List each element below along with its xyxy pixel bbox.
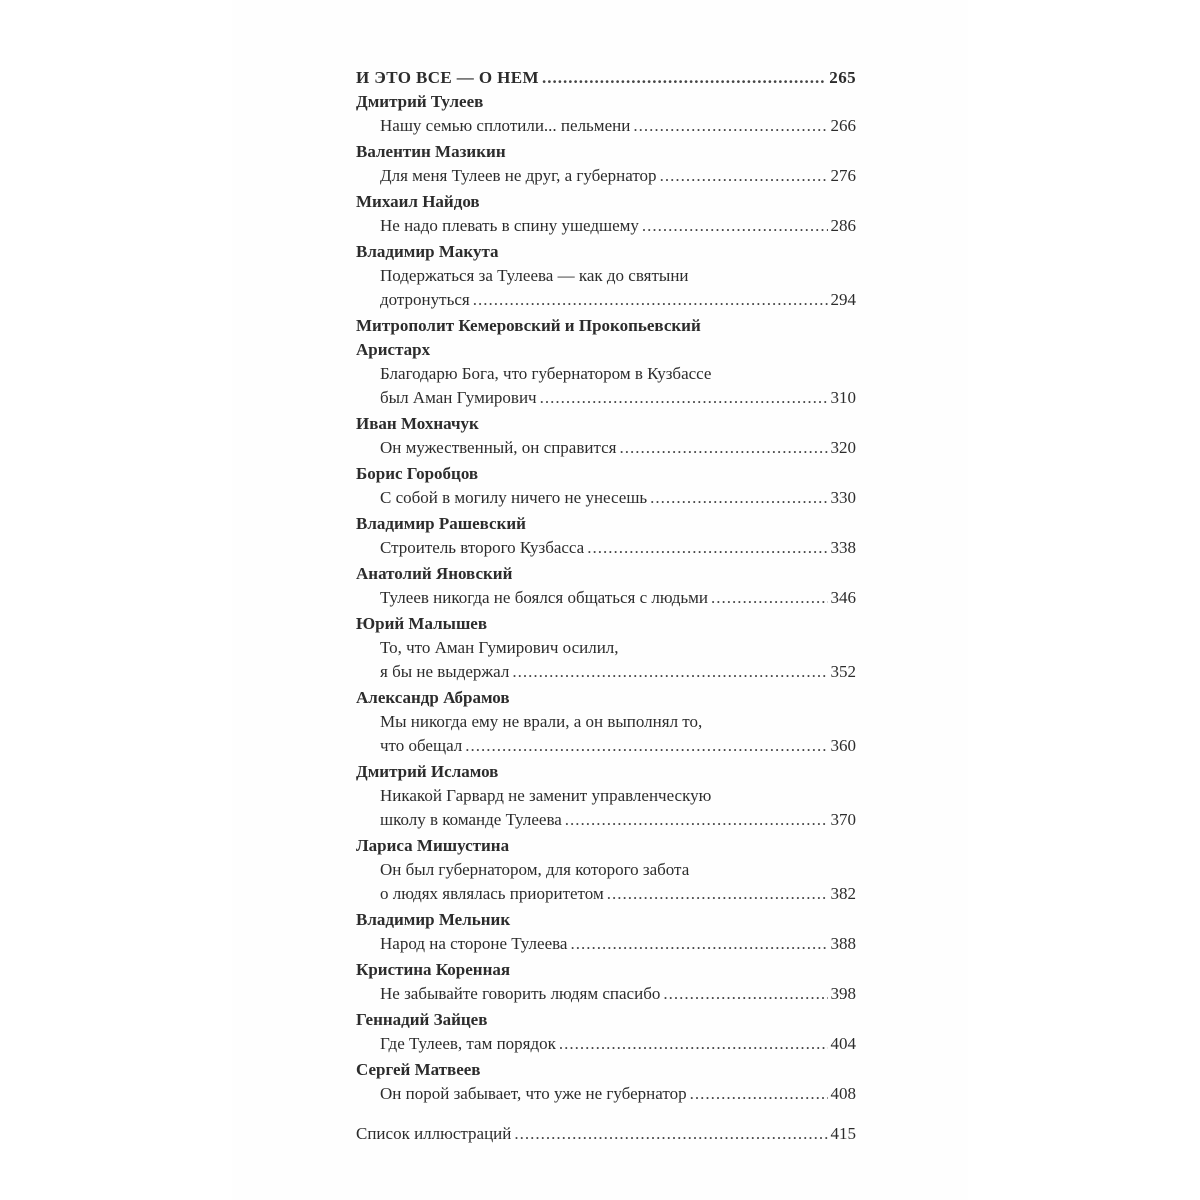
entry-page-number: 408 bbox=[830, 1084, 856, 1103]
entry-title-last-line bbox=[356, 586, 856, 610]
entry-title-last-line bbox=[356, 436, 856, 460]
entry-title-text: Он мужественный, он справится bbox=[380, 438, 617, 457]
entry-page-number: 330 bbox=[830, 488, 856, 507]
toc-entry bbox=[356, 760, 856, 832]
entry-title-text: Народ на стороне Тулеева bbox=[380, 934, 568, 953]
table-of-contents bbox=[356, 66, 856, 1146]
dot-leader bbox=[565, 808, 828, 832]
entry-page-number: 310 bbox=[830, 388, 856, 407]
toc-entry bbox=[356, 90, 856, 138]
entry-author: Дмитрий Исламов bbox=[356, 762, 499, 781]
entry-author: Борис Горобцов bbox=[356, 464, 479, 483]
entry-author: Кристина Коренная bbox=[356, 960, 511, 979]
entry-title-text: Не надо плевать в спину ушедшему bbox=[380, 216, 639, 235]
entry-title-last-line bbox=[356, 660, 856, 684]
appendix-title: Список иллюстраций bbox=[356, 1124, 512, 1143]
entry-title-text: Он порой забывает, что уже не губернатор bbox=[380, 1084, 687, 1103]
toc-entry bbox=[356, 958, 856, 1006]
dot-leader bbox=[633, 114, 827, 138]
toc-entry bbox=[356, 240, 856, 312]
entry-title-text: дотронуться bbox=[380, 290, 470, 309]
entry-title-last-line bbox=[356, 932, 856, 956]
entry-page-number: 286 bbox=[830, 216, 856, 235]
toc-entry bbox=[356, 462, 856, 510]
dot-leader bbox=[512, 660, 827, 684]
entry-title-last-line bbox=[356, 214, 856, 238]
toc-entry bbox=[356, 140, 856, 188]
entry-page-number: 352 bbox=[830, 662, 856, 681]
entry-author: Владимир Рашевский bbox=[356, 514, 526, 533]
toc-entry bbox=[356, 512, 856, 560]
dot-leader bbox=[642, 214, 828, 238]
entry-title-last-line bbox=[356, 982, 856, 1006]
entry-title-last-line bbox=[356, 486, 856, 510]
dot-leader bbox=[559, 1032, 828, 1056]
entry-author: Лариса Мишустина bbox=[356, 836, 510, 855]
entry-title-text: я бы не выдержал bbox=[380, 662, 510, 681]
entry-author: Аристарх bbox=[356, 340, 431, 359]
toc-entry bbox=[356, 1058, 856, 1106]
dot-leader bbox=[514, 1122, 827, 1146]
dot-leader bbox=[587, 536, 827, 560]
entry-title-line: Никакой Гарвард не заменит управленческую bbox=[380, 786, 712, 805]
dot-leader bbox=[650, 486, 827, 510]
dot-leader bbox=[607, 882, 828, 906]
entry-title-last-line bbox=[356, 164, 856, 188]
entry-title-text: о людях являлась приоритетом bbox=[380, 884, 604, 903]
dot-leader bbox=[690, 1082, 828, 1106]
section-title: И ЭТО ВСЕ — О НЕМ bbox=[356, 68, 539, 87]
entry-title-text: что обещал bbox=[380, 736, 463, 755]
entry-title-line: Он был губернатором, для которого забота bbox=[380, 860, 690, 879]
dot-leader bbox=[570, 932, 827, 956]
entry-author: Сергей Матвеев bbox=[356, 1060, 481, 1079]
dot-leader bbox=[660, 164, 828, 188]
entry-author: Владимир Макута bbox=[356, 242, 499, 261]
entry-page-number: 294 bbox=[830, 290, 856, 309]
entry-title-text: Тулеев никогда не боялся общаться с людьми bbox=[380, 588, 708, 607]
section-page-number: 265 bbox=[829, 68, 856, 87]
toc-entry bbox=[356, 612, 856, 684]
entry-title-line: Подержаться за Тулеева — как до святыни bbox=[380, 266, 689, 285]
entry-title-last-line bbox=[356, 114, 856, 138]
toc-entry bbox=[356, 190, 856, 238]
entry-author: Юрий Малышев bbox=[356, 614, 488, 633]
entry-page-number: 398 bbox=[830, 984, 856, 1003]
entry-title-text: Строитель второго Кузбасса bbox=[380, 538, 585, 557]
entry-title-last-line bbox=[356, 536, 856, 560]
entry-title-line: Благодарю Бога, что губернатором в Кузбассе bbox=[380, 364, 712, 383]
entry-page-number: 360 bbox=[830, 736, 856, 755]
dot-leader bbox=[619, 436, 827, 460]
entry-title-text: С собой в могилу ничего не унесешь bbox=[380, 488, 648, 507]
toc-appendix-entry bbox=[356, 1122, 856, 1146]
dot-leader bbox=[473, 288, 828, 312]
entry-title-line: То, что Аман Гумирович осилил, bbox=[380, 638, 619, 657]
entry-title-text: школу в команде Тулеева bbox=[380, 810, 562, 829]
entry-title-last-line bbox=[356, 288, 856, 312]
entry-page-number: 382 bbox=[830, 884, 856, 903]
dot-leader bbox=[465, 734, 827, 758]
entry-page-number: 370 bbox=[830, 810, 856, 829]
toc-entry bbox=[356, 314, 856, 410]
entry-title-last-line bbox=[356, 808, 856, 832]
entry-page-number: 388 bbox=[830, 934, 856, 953]
entry-page-number: 346 bbox=[830, 588, 856, 607]
entry-author: Геннадий Зайцев bbox=[356, 1010, 488, 1029]
toc-entry bbox=[356, 1008, 856, 1056]
dot-leader bbox=[711, 586, 828, 610]
toc-section-heading bbox=[356, 66, 856, 90]
entry-page-number: 276 bbox=[830, 166, 856, 185]
entry-title-last-line bbox=[356, 1032, 856, 1056]
entry-author: Михаил Найдов bbox=[356, 192, 480, 211]
appendix-page-number: 415 bbox=[830, 1124, 856, 1143]
dot-leader bbox=[542, 66, 826, 90]
entry-author: Анатолий Яновский bbox=[356, 564, 513, 583]
entry-author: Митрополит Кемеровский и Прокопьевский bbox=[356, 316, 701, 335]
entry-title-last-line bbox=[356, 386, 856, 410]
entry-title-last-line bbox=[356, 882, 856, 906]
entry-title-text: Нашу семью сплотили... пельмени bbox=[380, 116, 631, 135]
entry-title-line: Мы никогда ему не врали, а он выполнял то, bbox=[380, 712, 703, 731]
toc-entries bbox=[356, 90, 856, 1106]
entry-title-text: был Аман Гумирович bbox=[380, 388, 537, 407]
entry-author: Иван Мохначук bbox=[356, 414, 479, 433]
entry-author: Александр Абрамов bbox=[356, 688, 510, 707]
entry-title-text: Не забывайте говорить людям спасибо bbox=[380, 984, 661, 1003]
entry-title-text: Где Тулеев, там порядок bbox=[380, 1034, 556, 1053]
entry-page-number: 404 bbox=[830, 1034, 856, 1053]
entry-page-number: 266 bbox=[830, 116, 856, 135]
entry-title-last-line bbox=[356, 734, 856, 758]
toc-entry bbox=[356, 908, 856, 956]
toc-entry bbox=[356, 834, 856, 906]
toc-entry bbox=[356, 686, 856, 758]
entry-title-text: Для меня Тулеев не друг, а губернатор bbox=[380, 166, 657, 185]
dot-leader bbox=[540, 386, 828, 410]
toc-entry bbox=[356, 412, 856, 460]
dot-leader bbox=[663, 982, 827, 1006]
entry-page-number: 338 bbox=[830, 538, 856, 557]
entry-author: Валентин Мазикин bbox=[356, 142, 506, 161]
entry-author: Владимир Мельник bbox=[356, 910, 511, 929]
entry-page-number: 320 bbox=[830, 438, 856, 457]
toc-entry bbox=[356, 562, 856, 610]
entry-title-last-line bbox=[356, 1082, 856, 1106]
entry-author: Дмитрий Тулеев bbox=[356, 92, 484, 111]
